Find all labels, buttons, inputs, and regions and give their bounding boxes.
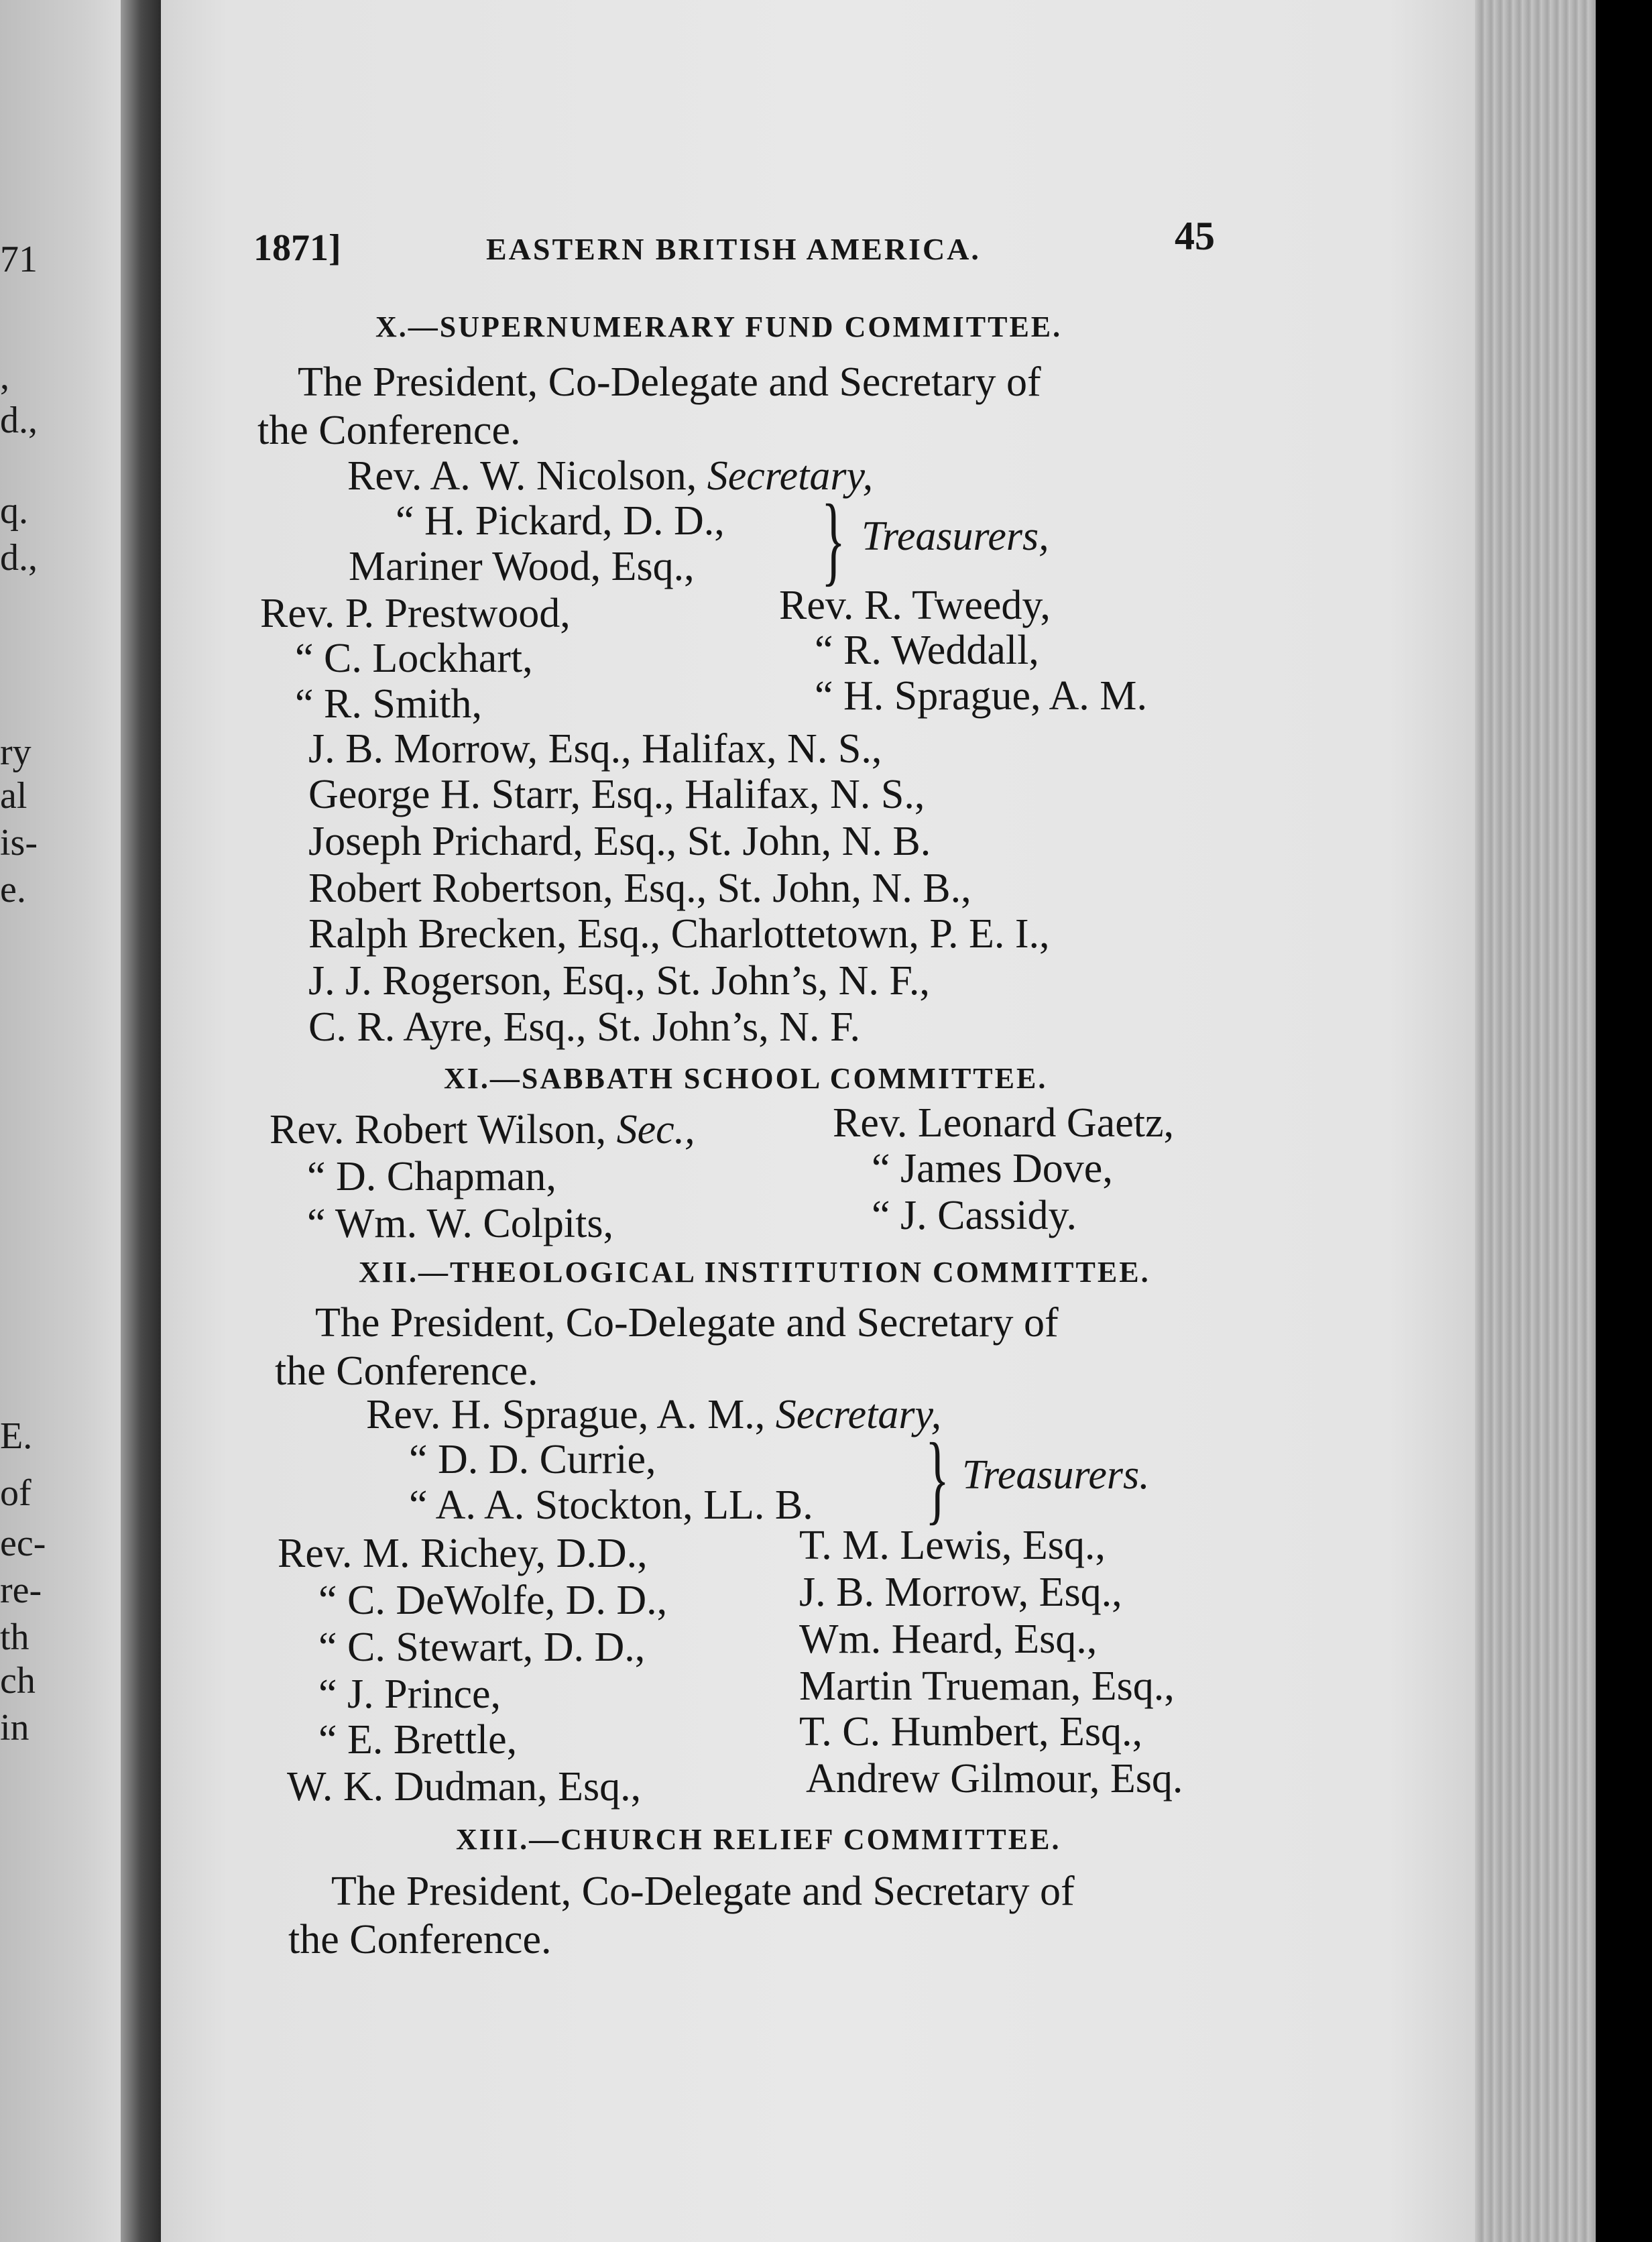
secretary-line (366, 1391, 941, 1439)
member-right: Martin Trueman, Esq., (799, 1663, 1175, 1709)
section-heading: X.—SUPERNUMERARY FUND COMMITTEE. (375, 310, 1063, 343)
member-left: Rev. M. Richey, D.D., (278, 1531, 648, 1576)
left-fragment: d., (0, 537, 38, 579)
treasurers-label: Treasurers. (962, 1452, 1150, 1498)
member-right: “ J. Cassidy. (872, 1193, 1077, 1238)
member-line: J. J. Rogerson, Esq., St. John’s, N. F., (308, 958, 930, 1004)
left-facing-page (0, 0, 141, 2242)
page-number: 45 (1175, 214, 1215, 258)
section-heading: XIII.—CHURCH RELIEF COMMITTEE. (456, 1823, 1061, 1856)
member-left: “ D. Chapman, (307, 1154, 556, 1199)
member-left: “ J. Prince, (318, 1671, 501, 1717)
treasurer-line: “ D. D. Currie, (409, 1437, 656, 1482)
secretary-line (347, 453, 873, 500)
secretary-line (270, 1106, 695, 1154)
section-heading: XII.—THEOLOGICAL INSTITUTION COMMITTEE. (359, 1256, 1150, 1289)
member-right: Wm. Heard, Esq., (799, 1616, 1098, 1662)
intro-line: the Conference. (288, 1917, 552, 1962)
secretary-name: Rev. A. W. Nicolson, (347, 453, 707, 499)
member-left: “ C. DeWolfe, D. D., (318, 1578, 668, 1623)
left-fragment: th (0, 1616, 30, 1658)
member-right: “ H. Sprague, A. M. (815, 673, 1147, 719)
treasurer-line: “ H. Pickard, D. D., (396, 498, 725, 544)
member-left: “ C. Stewart, D. D., (318, 1625, 646, 1670)
member-left: “ Wm. W. Colpits, (307, 1201, 614, 1246)
member-line: Ralph Brecken, Esq., Charlottetown, P. E. I., (308, 911, 1050, 957)
header-year: 1871] (253, 227, 341, 269)
member-right: “ R. Weddall, (815, 628, 1039, 673)
header-title: EASTERN BRITISH AMERICA. (486, 232, 981, 266)
treasurer-line: Mariner Wood, Esq., (349, 544, 695, 589)
left-fragment: ry (0, 731, 32, 773)
secretary-role: Secretary, (775, 1392, 942, 1437)
intro-line: The President, Co-Delegate and Secretary of (331, 1869, 1075, 1914)
member-right: T. C. Humbert, Esq., (799, 1709, 1143, 1755)
treasurer-line: “ A. A. Stockton, LL. B. (409, 1482, 813, 1528)
member-left: “ R. Smith, (295, 681, 483, 727)
secretary-name: Rev. H. Sprague, A. M., (366, 1392, 776, 1437)
member-right: Rev. R. Tweedy, (779, 583, 1051, 628)
intro-line: The President, Co-Delegate and Secretary of (315, 1300, 1059, 1346)
intro-line: the Conference. (257, 408, 521, 453)
left-fragment: , (0, 356, 9, 398)
member-line: George H. Starr, Esq., Halifax, N. S., (308, 772, 925, 817)
member-right: Andrew Gilmour, Esq. (806, 1756, 1183, 1802)
left-fragment: 71 (0, 239, 38, 280)
secretary-role: Secretary, (707, 453, 874, 499)
member-line: C. R. Ayre, Esq., St. John’s, N. F. (308, 1004, 861, 1050)
treasurers-brace: } (925, 1423, 949, 1534)
intro-line: The President, Co-Delegate and Secretary of (298, 359, 1041, 405)
left-fragment: al (0, 775, 27, 817)
left-fragment: d., (0, 400, 38, 441)
left-fragment: e. (0, 869, 26, 910)
section-heading: XI.—SABBATH SCHOOL COMMITTEE. (444, 1062, 1048, 1095)
member-left: W. K. Dudman, Esq., (287, 1764, 642, 1810)
member-left: “ E. Brettle, (318, 1717, 518, 1763)
page-edges-shadow (1596, 0, 1652, 2242)
left-fragment: of (0, 1472, 32, 1514)
member-left: Rev. P. Prestwood, (260, 591, 571, 636)
intro-line: the Conference. (275, 1348, 538, 1394)
left-fragment: is- (0, 822, 38, 864)
treasurers-label: Treasurers, (862, 514, 1049, 559)
left-fragment: ch (0, 1660, 36, 1702)
left-fragment: E. (0, 1415, 33, 1457)
left-fragment: in (0, 1707, 30, 1749)
member-right: “ James Dove, (872, 1146, 1113, 1191)
left-fragment: re- (0, 1570, 42, 1611)
member-left: “ C. Lockhart, (295, 636, 533, 681)
member-line: Robert Robertson, Esq., St. John, N. B., (308, 866, 971, 911)
left-fragment: ec- (0, 1523, 46, 1564)
book-gutter (121, 0, 161, 2242)
member-line: Joseph Prichard, Esq., St. John, N. B. (308, 819, 931, 864)
member-line: J. B. Morrow, Esq., Halifax, N. S., (308, 726, 882, 772)
secretary-name: Rev. Robert Wilson, (270, 1107, 617, 1153)
treasurers-brace: } (821, 484, 845, 595)
member-right: J. B. Morrow, Esq., (799, 1570, 1122, 1615)
member-right: T. M. Lewis, Esq., (799, 1523, 1106, 1568)
member-right: Rev. Leonard Gaetz, (833, 1100, 1174, 1146)
secretary-role: Sec., (616, 1107, 695, 1153)
left-fragment: q. (0, 490, 28, 532)
